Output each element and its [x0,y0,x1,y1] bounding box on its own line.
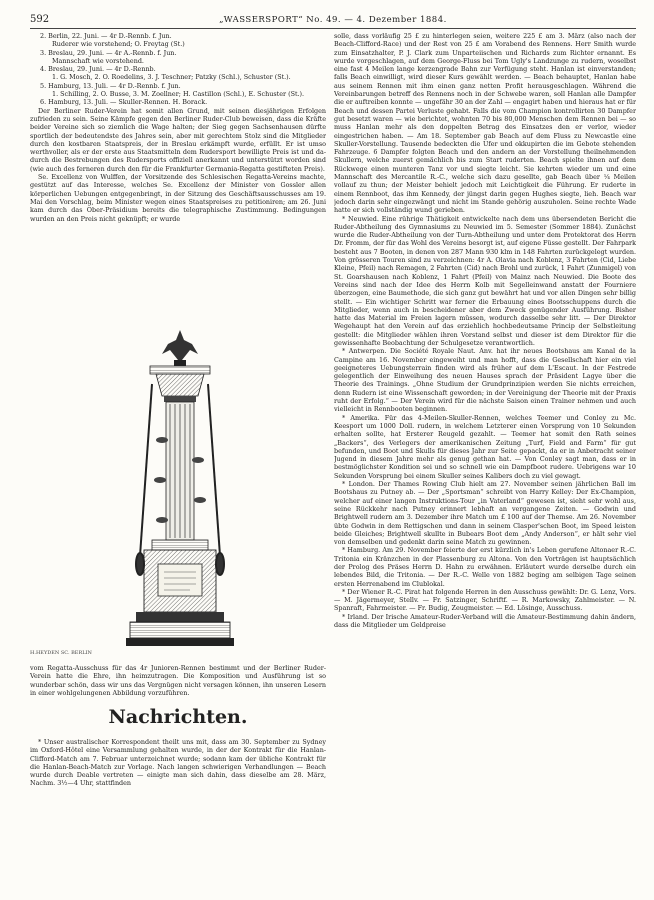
masthead-title: „WASSERSPORT“ No. 49. — 4. Dezember 1884. [219,15,447,25]
list-item: Ruderer wie vorstehend; O. Freytag (St.) [52,40,185,49]
eagle-icon [162,330,198,366]
list-item: 3. Breslau, 29. Juni. — 4r A.-Rennb. f. Jun. [40,48,177,57]
section-heading: Nachrichten. [108,706,248,728]
paragraph: solle, dass vorläufig 25 £ zu hinterlegen seien, weitere 225 £ am 3. März (also nach der Beach-Clifford-Race) und der Rest von 25 £ am Vorabend des Rennens. Herr Smith wurde zum Einsatzhalter, P. J. Clark zum Unparteiischen und Richards zum Richter ernannt. Es wurde vorgeschlagen, auf dem George-Fluss bei Tom Ugly's Landzunge zu rudern, woselbst eine fast 4 Meilen lange kerzengrade Bahn zur Verfügung steht. Hanlan ist einverstanden; falls Beach einwilligt, wird dieser Kurs gewählt werden. — Beach behauptet, Hanlan habe aus seinem Rennen mit ihm einen ganz netten Profit herausgeschlagen. Während die Vereinbarungen betreff des Rennens noch in der Schwebe waren, soll Hanlan alle Dampfer die er auftreiben konnte — ungefähr 30 an der Zahl — engagirt haben und hieraus hat er für Beach und dessen Partei Verluste gehabt. Falls die vom Champion kontrollirten 30 Dampfer gut besetzt waren — wie berichtet, wohnten 70 bis 80,000 Menschen dem Rennen bei — so muss Hanlan mehr als den doppelten Betrag des Einsatzes den er verlor, wieder eingestrichen haben. — Am 18. September gab Beach auf dem Fluss zu Newcastle eine Skuller-Vorstellung. Tausende bedeckten die Ufer und okkupirten die im Gebote stehenden Fahrzeuge. 6 Dampfer folgten Beach und den andern an der Vorstellung theilnehmenden Skullern, welche zuerst gemächlich bis zum Start ruderten. Beach spielte ihnen auf dem Rückwege einen munteren Tanz vor und siegte leicht. Sie kehrten wieder um und eine Mannschaft des Mercantile R.-C., welche sich dazu gesellte, gab Beach über ¼ Meilen vollauf zu thun; der Meister behielt jedoch mit Leichtigkeit die Führung. Er ruderte in einem Rennboot, das ihm Kennedy, der jüngst darin gegen Hughes siegte, lieh. Beach war jedoch darin sehr eingezwängt und nicht im Stande gehörig auszuholen. Seine rechte Wade hatte er sich vollständig wund gerieben. [334,32,636,215]
list-item: 4. Breslau, 29. Juni. — 4r D.-Rennb. [40,65,156,74]
oar-right [208,384,224,575]
paragraph: * Unser australischer Korrespondent theilt uns mit, dass am 30. September zu Sydney im Oxford-Hôtel eine Versammlung gehalten wurde, in der der Kontrakt für die Hanlan-Clifford-Match am 7. Februar unterzeichnet wurde; sodann kam der übliche Kontrakt für die Hanlan-Beach-Match zur Vorlage. Nach langen schwierigen Verhandlungen — Beach wurde durch Deable vertreten — einigte man sich dahin, dass dieselbe am 28. März, Nachm. 3½—4 Uhr, stattfinden [30,738,326,788]
trophy-column-illustration [30,320,326,660]
paragraph: Der Berliner Ruder-Verein hat somit allen Grund, mit seinen diesjährigen Erfolgen zufrieden zu sein. Seine Kämpfe gegen den Berliner Ruder-Club beweisen, dass die Kräfte beider Vereine sich so ziemlich die Wage halten; der Sieg gegen Sachsenhausen dürfte sportlich der bedeutendste des Jahres sein, aber mit gerechtem Stolz sind die Mitglieder durch den kostbaren Staatspreis, der in Breslau erkämpft wurde, erfüllt. Er ist umso werthvoller, als er der erste aus Staatsmitteln dem Rudersport bewilligte Preis ist und dadurch die Bestrebungen des Rudersports offiziell anerkannt und unterstützt worden sind (wie auch des ferneren durch den für die Frankfurter Germania-Regatta gestifteten Preis). [30,106,326,173]
left-column-top [30,32,326,223]
list-item: 5. Hamburg, 13. Juli. — 4r D.-Rennb. f. Jun. [40,81,181,90]
engraver-signature: H.HEYDEN SC. BERLIN [30,650,92,656]
paragraph: * Neuwied. Eine rührige Thätigkeit entwickelte nach dem uns übersendeten Bericht die Ruder-Abtheilung des Gymnasiums zu Neuwied im 5. Semester (Sommer 1884). Zunächst wurde die Ruder-Abtheilung von der Turn-Abtheilung und unter dem Protektorat des Herrn Dr. Fromm, der für das Wohl des Vereins besorgt ist, auf eigene Füsse gestellt. Der Fahrpark besteht aus 7 Booten, in denen von 287 Mann 930 klm in 148 Fahrten zurückgelegt wurden. Von grösseren Touren sind zu verzeichnen: 4r A. Olavia nach Koblenz, 3 Fahrten (Cid, Liebe Kleine, Pfeil) nach Remagen, 2 Fahrten (Cid) nach Brohl und zurück, 1 Fahrt (Zunmigel) von St. Goarshausen nach Koblenz, 1 Fahrt (Pfeil) von Mainz nach Neuwied. Die Boote des Vereins sind nach der Idee des Herrn Kolb mit Segelleinwand anstatt der Fourniere überzogen, eine Baumethode, die sich ganz gut bewährt hat und vor allen Dingen sehr billig stellt. — Ein wichtiger Schritt war ferner die Erbauung eines Bootsschuppens durch die Mitglieder, wenn auch in bescheidener aber dem Zweck genügender Ausführung. Bisher hatte das Material im Freien lagern müssen, wodurch dasselbe sehr litt. — Der Direktor Wegehaupt hat den Verein auf das erziehlich hochbedeutsame Princip der Selbstleitung gestellt: die Mitglieder wählen ihren Vorstand selbst und dieser ist dem Direktor für die gewissenhafte Beobachtung der Schulgesetze verantwortlich. [334,214,636,347]
list-item: Mannschaft wie vorstehend. [52,56,144,65]
oar-left [136,384,152,575]
paragraph: * London. Der Thames Rowing Club hielt am 27. November seinen jährlichen Ball im Bootshaus zu Putney ab. — Der „Sportsman“ schreibt von Harry Kelley: Der Ex-Champion, welcher auf einer langen Instruktions-Tour „in Vaterland“ gewesen ist, sieht sehr wohl aus, seine Rückkehr nach Putney erinnert lebhaft an vergangene Zeiten. — Godwin und Brightwell rudern am 3. Dezember ihre Match um £ 100 auf der Themse. Am 26. November übte Godwin in dem Rettigschen und dann in seinem Clasper'schen Boot, im Speed leisten beide Gleiches; Brightwell skullte in Bubears Boot dem „Andy Anderson“, er hält sehr viel von demselben und gedenkt darin seine Match zu gewinnen. [334,480,636,547]
paragraph: * Amerika. Für das 4-Meilen-Skuller-Rennen, welches Teemer und Conley zu Mc. Keesport um 1000 Doll. rudern, in welchem Letzterer einen Vorsprung von 10 Sekunden erhalten sollte, hat Ersterer Reugeld gezahlt. — Teemer hat somit den Rath seines „Backers“, des Verlegers der amerikanischen Zeitung „Turf, Field and Farm“ für gut befunden, und Boot und Skulls für dieses Jahr zur Seite gepackt, da er in Anbetracht seiner Jugend in diesem Jahre mehr als genug gethan hat. — Von Conley sagt man, dass er in bestmöglichster Kondition sei und so schnell wie ein Dampfboot rudere. Uebrigens war 10 Sekunden Vorsprung bei einem Skuller seines Kalibers doch zu viel gewagt. [334,413,636,480]
page-header [30,14,636,29]
paragraph: * Hamburg. Am 29. November feierte der erst kürzlich in's Leben gerufene Altonaer R.-C. Tritonia ein Kränzchen in der Plassenburg zu Altona. Von den Vorträgen ist hauptsächlich der Prolog des Präses Herrn D. Hahn zu erwähnen. Erläutert wurde derselbe durch ein lebendes Bild, die Tritonia. — Der R.-C. Welle von 1882 beging am selbigen Tage seinen ersten Herrenabend im Clublokal. [334,546,636,588]
paragraph: * Irland. Der Irische Amateur-Ruder-Verband will die Amateur-Bestimmung dahin ändern, dass die Mitglieder um Geldpreise [334,612,636,630]
results-list [30,32,326,107]
page-number: 592 [30,14,50,25]
paragraph: * Der Wiener R.-C. Pirat hat folgende Herren in den Ausschuss gewählt: Dr. G. Lenz, Vors. — M. Jägermeyer, Stellv. — Fr. Satzinger, Schriftf. — R. Markowsky, Zahlmeister. — N. Spanraft, Fahrmeister. — Fr. Budig, Zeugmeister. — Ed. Lösinge, Ausschuss. [334,587,636,613]
list-item: 6. Hamburg, 13. Juli. — Skuller-Rennen. H. Borack. [40,98,208,107]
list-item: 1. Schilling, 2. O. Busse, 3. M. Zoellner; H. Castillon (Schl.), E. Schuster (St.). [52,90,305,99]
list-item: 2. Berlin, 22. Juni. — 4r D.-Rennb. f. Jun. [40,32,172,40]
paragraph: Se. Excellenz von Wulffen, der Vorsitzende des Schlesischen Regatta-Vereins machte, gestützt auf das Interesse, welches Se. Excellenz der Minister von Gossler allen körperlichen Uebungen entgegenbringt, in der Sitzung des Geschäftsausschusses am 19. Mai den Vorschlag, beim Minister wegen eines Staatspreises zu petitioniren; am 26. Juni kam durch das Ober-Präsidium bereits die telegraphische Zustimmung. Bedingungen wurden an den Preis nicht geknüpft; er wurde [30,173,326,223]
right-column [334,32,636,884]
paragraph: * Antwerpen. Die Société Royale Naut. Anv. hat ihr neues Bootshaus am Kanal de la Campine am 16. November eingeweiht und man hofft, dass die Gesellschaft hier ein viel geeigneteres Uebungsterrain finden wird als früher auf dem L'Escaut. In der Festrede gelegentlich der Einweihung des neuen Hauses sprach der Präsident Lagye über die Theorie des Trainings. „Ohne Studium der Grundprinzipien werden Sie nichts erreichen, denn Rudern ist eine Wissenschaft geworden; in der Vereinigung der Theorie mit der Praxis ruht der Erfolg.“ — Der Verein wird für die nächste Saison einen Trainer nehmen und auch vielleicht in Rennbooten beginnen. [334,347,636,414]
illustration-caption: vom Regatta-Ausschuss für das 4r Junioren-Rennen bestimmt und der Berliner Ruder-Verein hatte die Ehre, ihn heimzutragen. Die Komposition und Ausführung ist so wunderbar schön, dass wir uns das Vergnügen nicht versagen können, ihn unseren Lesern in einer wohlgelungenen Abbildung vorzuführen. [30,664,326,697]
left-column-news [30,738,326,788]
list-item: 1. G. Mosch, 2. O. Roedelins, 3. J. Teschner; Patzky (Schl.), Schuster (St.). [52,73,291,82]
